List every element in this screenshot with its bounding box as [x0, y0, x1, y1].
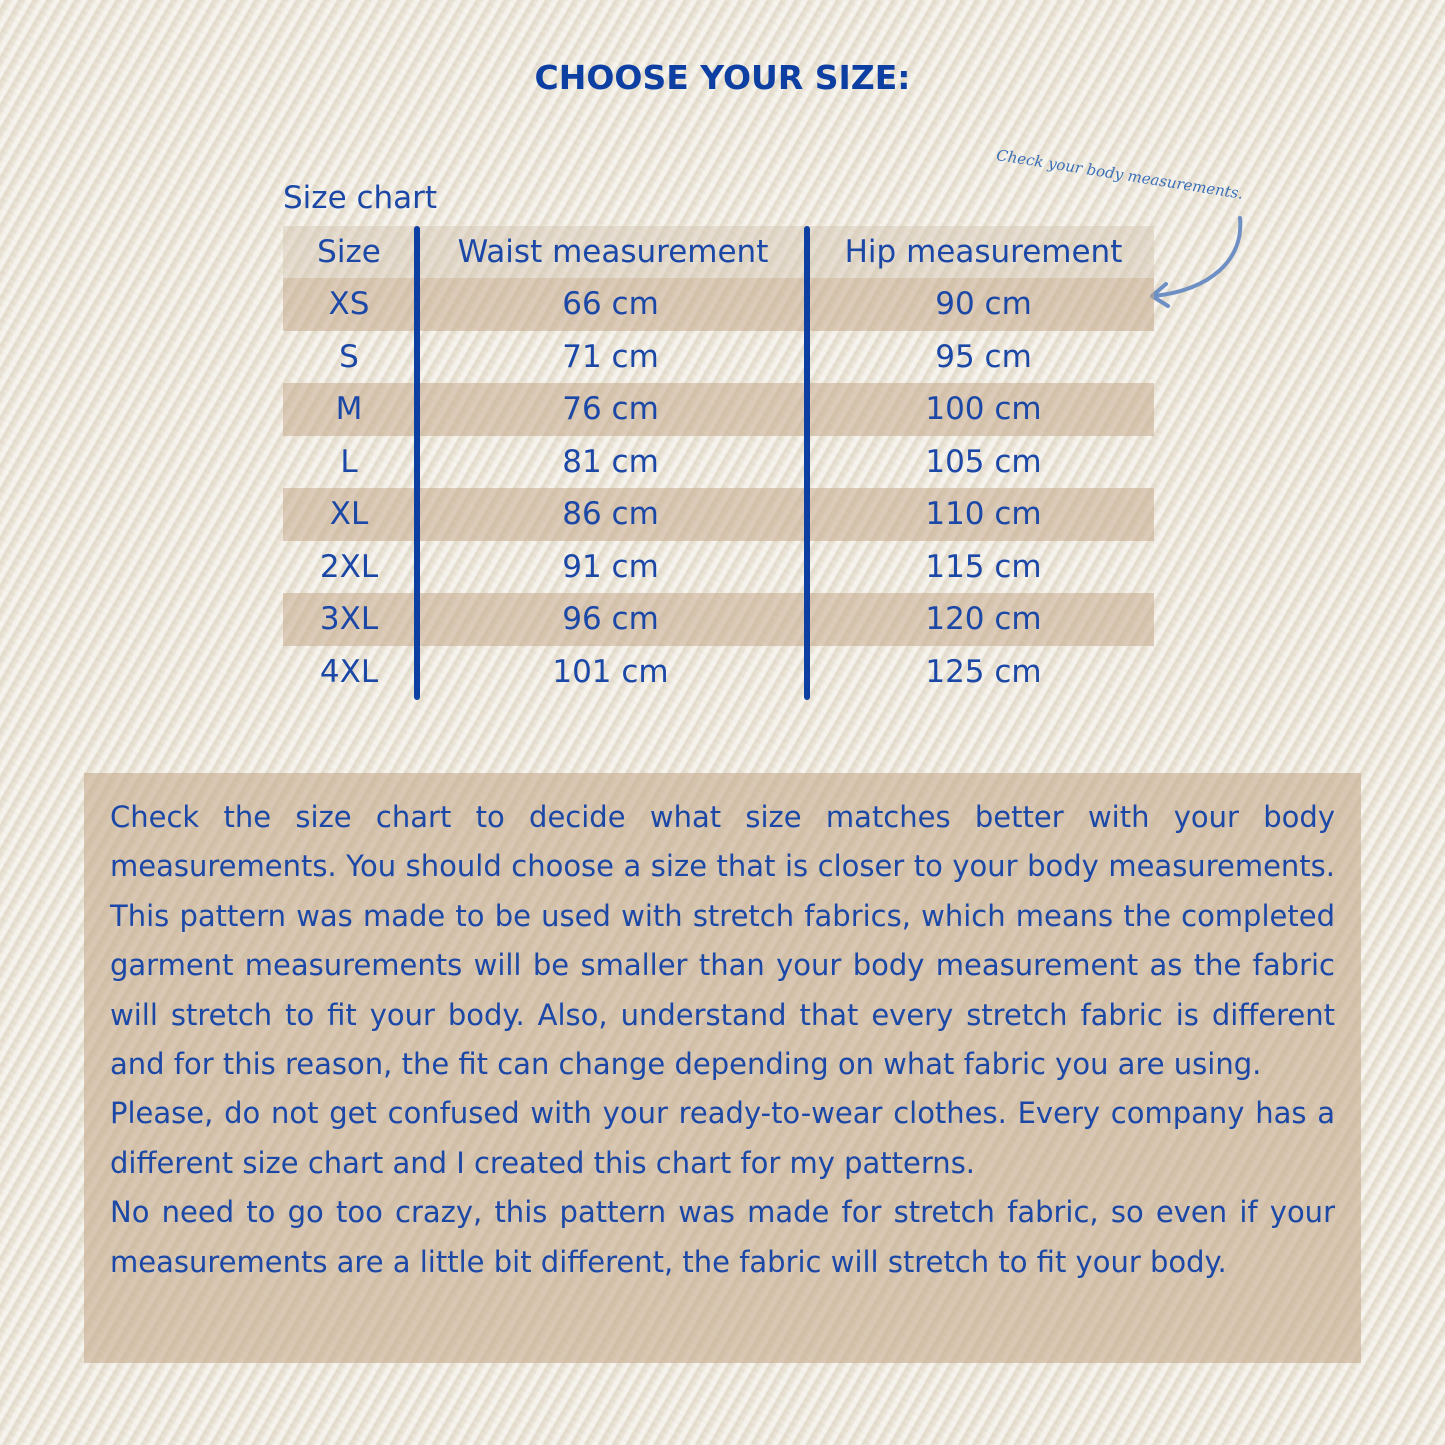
page-title: CHOOSE YOUR SIZE: — [534, 58, 911, 97]
waist-cell: 101 cm — [552, 653, 669, 690]
hip-cell: 120 cm — [925, 601, 1042, 638]
chart-caption: Size chart — [283, 180, 438, 216]
handwritten-note: Check your body measurements. — [995, 146, 1245, 203]
size-cell: 4XL — [319, 653, 379, 690]
column-divider-1 — [414, 226, 420, 700]
hip-cell: 95 cm — [935, 338, 1032, 375]
size-cell: M — [335, 391, 363, 428]
hip-cell: 125 cm — [925, 653, 1042, 690]
size-cell: S — [339, 338, 359, 375]
header-hip: Hip measurement — [844, 234, 1123, 270]
info-paragraph: Please, do not get confused with your ready-to-wear clothes. Every company has a different size chart and I created this chart for my patterns. — [110, 1096, 1335, 1180]
size-cell: 3XL — [319, 601, 379, 638]
hip-cell: 100 cm — [925, 391, 1042, 428]
size-cell: XL — [329, 496, 369, 533]
column-divider-2 — [804, 226, 810, 700]
waist-cell: 86 cm — [562, 496, 659, 533]
hip-cell: 115 cm — [925, 548, 1042, 585]
info-panel — [84, 773, 1361, 1363]
hip-cell: 90 cm — [935, 286, 1032, 323]
hip-cell: 105 cm — [925, 443, 1042, 480]
waist-cell: 66 cm — [562, 286, 659, 323]
size-cell: 2XL — [319, 548, 379, 585]
waist-cell: 76 cm — [562, 391, 659, 428]
waist-cell: 71 cm — [562, 338, 659, 375]
header-size: Size — [317, 234, 381, 270]
size-cell: L — [340, 443, 358, 480]
waist-cell: 91 cm — [562, 548, 659, 585]
info-paragraph: Check the size chart to decide what size matches better with your body measurements. You should choose a size that is closer to your body measurements. This pattern was made to be used with stretch fabrics, which means the completed garment measurements will be smaller than your body measurement as the fabric will stretch to fit your body. Also, understand that every stretch fabric is different and for this reason, the fit can change depending on what fabric you are using. — [110, 800, 1335, 1082]
size-cell: XS — [328, 286, 370, 323]
waist-cell: 81 cm — [562, 443, 659, 480]
info-paragraph: No need to go too crazy, this pattern was made for stretch fabric, so even if your measurements are a little bit different, the fabric will stretch to fit your body. — [110, 1195, 1335, 1279]
header-waist: Waist measurement — [457, 234, 769, 270]
waist-cell: 96 cm — [562, 601, 659, 638]
curved-arrow-icon — [1140, 210, 1250, 310]
hip-cell: 110 cm — [925, 496, 1042, 533]
